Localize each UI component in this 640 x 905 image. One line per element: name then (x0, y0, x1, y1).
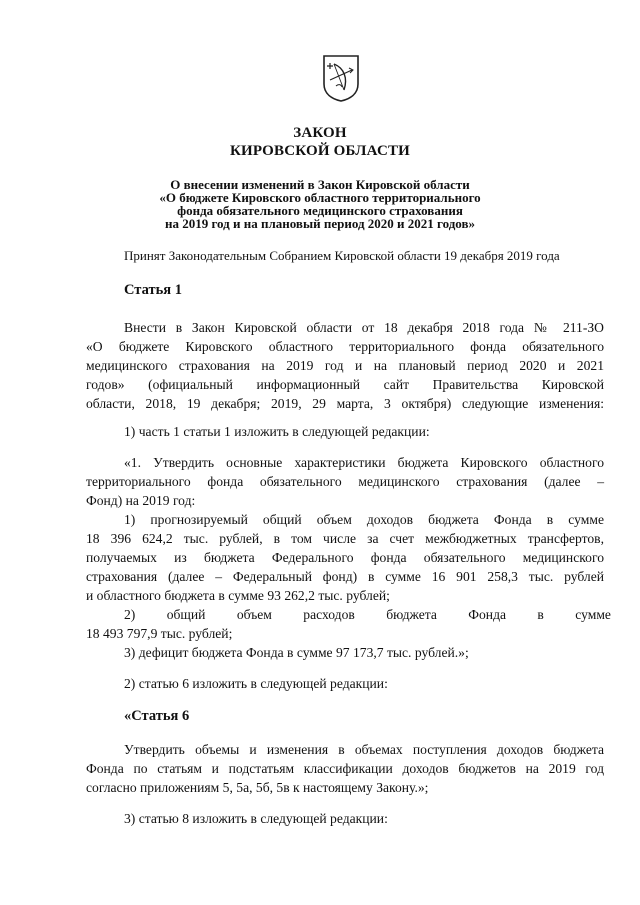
quote-line: получаемых из бюджета Федерального фонда обязательного медицинского (86, 550, 604, 565)
article-1-heading: Статья 1 (124, 282, 182, 298)
paragraph-line: «О бюджете Кировского областного территориального фонда обязательного (86, 339, 604, 354)
subtitle-line: «О бюджете Кировского областного территориального (159, 190, 481, 205)
quote-line: страхования (далее – Федеральный фонд) в сумме 16 901 258,3 тыс. рублей (86, 569, 604, 584)
quote-line: Фонд) на 2019 год: (86, 493, 196, 508)
quote-line: территориального фонда обязательного медицинского страхования (далее – (86, 474, 604, 489)
paragraph-line: годов» (официальный информационный сайт Правительства Кировской (86, 377, 604, 392)
subtitle-line: фонда обязательного медицинского страхования (177, 203, 463, 218)
coat-of-arms-icon (322, 54, 360, 102)
article-6-line: согласно приложениям 5, 5а, 5б, 5в к настоящему Закону.»; (86, 780, 429, 795)
paragraph-line: медицинского страхования на 2019 год и на плановый период 2020 и 2021 (86, 358, 604, 373)
quote-line: 18 396 624,2 тыс. рублей, в том числе за счет межбюджетных трансфертов, (86, 531, 604, 546)
list-item-3: 3) статью 8 изложить в следующей редакции: (124, 811, 388, 826)
article-6-line: Утвердить объемы и изменения в объемах поступления доходов бюджета (124, 742, 604, 757)
adoption-note: Принят Законодательным Собранием Кировской области 19 декабря 2019 года (124, 248, 560, 263)
paragraph-line: Внести в Закон Кировской области от 18 декабря 2018 года № 211-ЗО (124, 320, 604, 335)
quote-line: «1. Утвердить основные характеристики бюджета Кировского областного (124, 455, 604, 470)
subtitle-line: на 2019 год и на плановый период 2020 и 2021 годов» (164, 216, 475, 231)
document-type-title: ЗАКОН (293, 125, 347, 141)
region-title: КИРОВСКОЙ ОБЛАСТИ (229, 143, 411, 159)
article-6-heading: «Статья 6 (124, 708, 190, 724)
quote-line: 2) общий объем расходов бюджета Фонда в сумме (124, 607, 611, 622)
subtitle-line: О внесении изменений в Закон Кировской области (170, 177, 470, 192)
paragraph-line: области, 2018, 19 декабря; 2019, 29 марта, 3 октября) следующие изменения: (86, 396, 604, 411)
quote-line: 1) прогнозируемый общий объем доходов бюджета Фонда в сумме (124, 512, 604, 527)
quote-line: 18 493 797,9 тыс. рублей; (86, 626, 233, 641)
article-6-line: Фонда по статьям и подстатьям классификации доходов бюджетов на 2019 год (86, 761, 604, 776)
list-item-2: 2) статью 6 изложить в следующей редакции: (124, 676, 388, 691)
list-item-1: 1) часть 1 статьи 1 изложить в следующей редакции: (124, 424, 430, 439)
quote-line: 3) дефицит бюджета Фонда в сумме 97 173,7 тыс. рублей.»; (124, 645, 469, 660)
quote-line: и областного бюджета в сумме 93 262,2 тыс. рублей; (86, 588, 390, 603)
